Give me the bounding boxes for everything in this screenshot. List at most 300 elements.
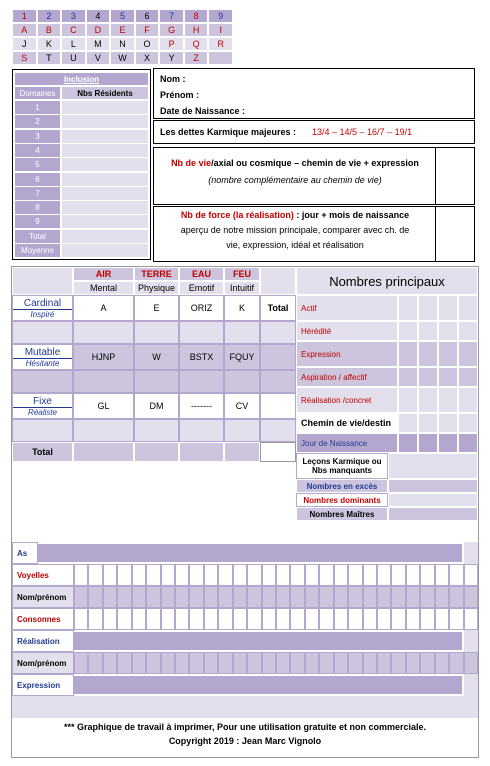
elements-spacer xyxy=(73,370,134,393)
principal-label: Aspiration / affectif xyxy=(296,367,398,387)
elements-table xyxy=(12,267,296,462)
grid-cell xyxy=(334,564,348,586)
alphabet-letter: K xyxy=(37,37,62,51)
grid-cell xyxy=(262,608,276,630)
grid-cell xyxy=(189,608,203,630)
grid-cell xyxy=(319,652,333,674)
grid-cell xyxy=(290,652,304,674)
grid-cell xyxy=(406,564,420,586)
element-value: ORIZ xyxy=(179,295,224,321)
grid-cell xyxy=(464,564,478,586)
mode-name: Cardinal xyxy=(13,298,72,310)
elements-spacer xyxy=(73,321,134,344)
grid-cell xyxy=(247,564,261,586)
grid-cell xyxy=(276,564,290,586)
grid-cell xyxy=(348,608,362,630)
alphabet-number: 3 xyxy=(61,9,86,23)
grid-cell xyxy=(449,608,463,630)
grid-cell xyxy=(391,586,405,608)
alphabet-number: 2 xyxy=(37,9,62,23)
grid-cell xyxy=(146,586,160,608)
grid-cell xyxy=(117,608,131,630)
grid-cell xyxy=(449,652,463,674)
mode-name: Fixe xyxy=(13,396,72,408)
grid-cell xyxy=(74,608,88,630)
element-value: A xyxy=(73,295,134,321)
elements-total-cell xyxy=(134,442,179,462)
grid-cell xyxy=(319,608,333,630)
grid-label: Voyelles xyxy=(12,564,74,586)
grid-cell xyxy=(189,652,203,674)
inclusion-value-cell xyxy=(62,201,148,214)
grid-cell xyxy=(406,586,420,608)
grid-cell xyxy=(175,652,189,674)
footer xyxy=(12,719,478,757)
alphabet-number: 8 xyxy=(184,9,209,23)
alphabet-letter: P xyxy=(159,37,184,51)
grid-cell xyxy=(363,586,377,608)
principaux-table xyxy=(296,267,478,542)
grid-cell xyxy=(319,564,333,586)
element-value: K xyxy=(224,295,260,321)
element-header: TERRE xyxy=(134,267,179,281)
maitres-value xyxy=(388,507,478,521)
grid-cell xyxy=(305,586,319,608)
alphabet-number: 1 xyxy=(12,9,37,23)
grid-cell xyxy=(305,608,319,630)
grid-cell xyxy=(146,564,160,586)
grid-cell xyxy=(117,586,131,608)
inclusion-domain: 2 xyxy=(15,115,60,128)
elements-spacer xyxy=(73,419,134,442)
inclusion-value-cell xyxy=(62,115,148,128)
inclusion-value-cell xyxy=(62,101,148,114)
grid-cell xyxy=(161,564,175,586)
alphabet-letter: I xyxy=(208,23,233,37)
element-value: GL xyxy=(73,393,134,419)
inclusion-value-cell xyxy=(62,215,148,228)
grid-cell xyxy=(247,608,261,630)
inclusion-value-cell xyxy=(62,144,148,157)
alphabet-letter: U xyxy=(61,51,86,65)
grid-cell xyxy=(204,564,218,586)
grid-cell xyxy=(435,608,449,630)
principal-cell xyxy=(438,413,458,433)
grid-cell xyxy=(290,608,304,630)
grid-cell xyxy=(233,652,247,674)
alphabet-letter: V xyxy=(86,51,111,65)
elements-corner xyxy=(12,267,73,295)
grid-cell xyxy=(161,652,175,674)
grid-cell xyxy=(305,564,319,586)
elements-grand-total xyxy=(260,442,296,462)
nb-vie-rest: /axial ou cosmique – chemin de vie + expression xyxy=(211,158,419,168)
principal-cell xyxy=(458,387,478,413)
alphabet-letter: Z xyxy=(184,51,209,65)
dominants-label: Nombres dominants xyxy=(296,493,388,507)
grid-end xyxy=(464,674,478,696)
grid-cell xyxy=(117,564,131,586)
principal-cell xyxy=(418,295,438,321)
principal-cell xyxy=(438,387,458,413)
inclusion-title: Inclusion xyxy=(15,73,148,85)
elements-total-col: Total xyxy=(260,295,296,321)
mode-label xyxy=(12,295,73,321)
grid-cell xyxy=(363,608,377,630)
grid-cell xyxy=(146,652,160,674)
alphabet-letter: S xyxy=(12,51,37,65)
alphabet-letter: T xyxy=(37,51,62,65)
element-subheader: Emotif xyxy=(179,281,224,295)
grid-cell xyxy=(420,586,434,608)
grid-cell xyxy=(363,564,377,586)
grid-cell xyxy=(348,564,362,586)
alphabet-letter xyxy=(208,51,233,65)
grid-cell xyxy=(262,652,276,674)
alphabet-letter: A xyxy=(12,23,37,37)
grid-end xyxy=(464,630,478,652)
grid-cell xyxy=(117,652,131,674)
grid-cell xyxy=(88,652,102,674)
nb-vie-value-box xyxy=(435,147,475,205)
elements-total-cell xyxy=(73,442,134,462)
grid-cell xyxy=(103,586,117,608)
nb-vie-box xyxy=(153,147,475,205)
grid-label: Nom/prénom xyxy=(12,586,74,608)
grid-cell xyxy=(175,564,189,586)
dettes-box xyxy=(153,120,475,144)
elements-spacer xyxy=(179,370,224,393)
principal-label: Expression xyxy=(296,341,398,367)
inclusion-value-cell xyxy=(62,158,148,171)
nb-force-line3: vie, expression, idéal et réalisation xyxy=(226,240,364,250)
grid-cell xyxy=(449,586,463,608)
nb-force-box xyxy=(153,206,475,262)
inclusion-domain: 7 xyxy=(15,187,60,200)
inclusion-domain: 9 xyxy=(15,215,60,228)
grid-cell xyxy=(204,652,218,674)
grid-cell xyxy=(74,652,88,674)
element-value: ------- xyxy=(179,393,224,419)
principal-cell xyxy=(398,367,418,387)
grid-cell xyxy=(189,564,203,586)
principal-cell xyxy=(398,295,418,321)
lecons-label: Leçons Karmique ou Nbs manquants xyxy=(296,453,388,479)
grid-cell xyxy=(406,608,420,630)
principal-cell xyxy=(458,367,478,387)
inclusion-value-cell xyxy=(62,244,148,257)
nb-vie-red: Nb de vie xyxy=(171,158,212,168)
alphabet-letter: B xyxy=(37,23,62,37)
elements-spacer xyxy=(134,419,179,442)
grid-cell xyxy=(391,608,405,630)
inclusion-domain: 3 xyxy=(15,130,60,143)
element-subheader: Physique xyxy=(134,281,179,295)
grid-cell xyxy=(204,586,218,608)
alphabet-letter: N xyxy=(110,37,135,51)
principal-cell xyxy=(398,387,418,413)
grid-cell xyxy=(319,586,333,608)
grid-cell xyxy=(88,608,102,630)
element-value: W xyxy=(134,344,179,370)
grid-cell xyxy=(233,564,247,586)
alphabet-letter: Y xyxy=(159,51,184,65)
principal-cell xyxy=(398,413,418,433)
lecons-value xyxy=(388,453,478,479)
element-value: CV xyxy=(224,393,260,419)
grid-cell xyxy=(103,652,117,674)
footer-line2: Copyright 2019 : Jean Marc Vignolo xyxy=(168,736,322,746)
inclusion-col-nbs: Nbs Résidents xyxy=(62,87,148,99)
principal-cell xyxy=(398,321,418,341)
lower-grids xyxy=(12,542,478,718)
alphabet-letter: C xyxy=(61,23,86,37)
grid-cell xyxy=(276,608,290,630)
grid-cell xyxy=(391,564,405,586)
alphabet-letter: H xyxy=(184,23,209,37)
grid-cell xyxy=(218,652,232,674)
principal-label: Jour de Naissance xyxy=(296,433,398,453)
elements-spacer xyxy=(224,370,260,393)
grid-cell xyxy=(334,608,348,630)
alphabet-letter: Q xyxy=(184,37,209,51)
grid-cell xyxy=(420,608,434,630)
element-subheader: Mental xyxy=(73,281,134,295)
grid-cell xyxy=(334,586,348,608)
principal-cell xyxy=(398,433,418,453)
grid-bar xyxy=(38,544,462,562)
element-header: AIR xyxy=(73,267,134,281)
alphabet-letter: O xyxy=(135,37,160,51)
grid-cell xyxy=(218,586,232,608)
grid-cell xyxy=(377,652,391,674)
inclusion-value-cell xyxy=(62,130,148,143)
elements-spacer xyxy=(260,370,296,393)
grid-cell xyxy=(132,608,146,630)
grid-cell xyxy=(420,564,434,586)
inclusion-domain: 6 xyxy=(15,173,60,186)
alphabet-letter: R xyxy=(208,37,233,51)
grid-cell xyxy=(218,564,232,586)
prenom-label: Prénom : xyxy=(160,90,200,100)
principal-cell xyxy=(438,367,458,387)
grid-cell xyxy=(247,586,261,608)
exces-value xyxy=(388,479,478,493)
grid-cell xyxy=(449,564,463,586)
inclusion-domain: 8 xyxy=(15,201,60,214)
identity-box xyxy=(153,68,475,119)
grid-cell xyxy=(334,652,348,674)
grid-cell xyxy=(276,652,290,674)
alphabet-number: 9 xyxy=(208,9,233,23)
alphabet-letter: E xyxy=(110,23,135,37)
grid-cell xyxy=(74,564,88,586)
grid-label: As xyxy=(12,542,38,564)
alphabet-letter: W xyxy=(110,51,135,65)
alphabet-table xyxy=(12,9,233,65)
mode-label xyxy=(12,344,73,370)
nom-label: Nom : xyxy=(160,74,186,84)
principal-cell xyxy=(418,367,438,387)
elements-total-cell xyxy=(260,393,296,419)
inclusion-value-cell xyxy=(62,230,148,243)
nb-vie-title xyxy=(156,158,434,168)
principal-label: Hérédité xyxy=(296,321,398,341)
inclusion-col-domaines: Domaines xyxy=(15,87,60,99)
elements-spacer xyxy=(179,321,224,344)
elements-spacer xyxy=(12,321,73,344)
elements-spacer xyxy=(260,419,296,442)
grid-cell xyxy=(132,652,146,674)
nb-force-rest: : jour + mois de naissance xyxy=(293,210,410,220)
element-header: FEU xyxy=(224,267,260,281)
inclusion-domain: Total xyxy=(15,230,60,243)
grid-cell xyxy=(406,652,420,674)
grid-cell xyxy=(464,586,478,608)
grid-cell xyxy=(161,586,175,608)
grid-cell xyxy=(103,564,117,586)
alphabet-letter: D xyxy=(86,23,111,37)
elements-spacer xyxy=(224,321,260,344)
grid-label: Réalisation xyxy=(12,630,74,652)
nb-force-value-box xyxy=(435,206,475,262)
exces-label: Nombres en excès xyxy=(296,479,388,493)
principaux-title: Nombres principaux xyxy=(296,267,478,295)
grid-end xyxy=(464,542,478,564)
grid-cell xyxy=(146,608,160,630)
elements-spacer xyxy=(260,321,296,344)
principal-cell xyxy=(438,295,458,321)
elements-spacer xyxy=(134,321,179,344)
grid-cell xyxy=(218,608,232,630)
mode-label xyxy=(12,393,73,419)
grid-cell xyxy=(74,586,88,608)
grid-bar xyxy=(74,676,462,694)
grid-cell xyxy=(189,586,203,608)
maitres-label: Nombres Maîtres xyxy=(296,507,388,521)
inclusion-domain: Moyenne xyxy=(15,244,60,257)
grid-cell xyxy=(233,608,247,630)
grid-label: Consonnes xyxy=(12,608,74,630)
grid-cell xyxy=(204,608,218,630)
grid-cell xyxy=(391,652,405,674)
dettes-label: Les dettes Karmique majeures : xyxy=(160,127,297,137)
alphabet-letter: F xyxy=(135,23,160,37)
element-value: HJNP xyxy=(73,344,134,370)
alphabet-letter: M xyxy=(86,37,111,51)
elements-spacer xyxy=(179,419,224,442)
grid-cell xyxy=(132,586,146,608)
grid-cell xyxy=(233,586,247,608)
inclusion-domain: 4 xyxy=(15,144,60,157)
elements-spacer xyxy=(224,419,260,442)
alphabet-number: 5 xyxy=(110,9,135,23)
alphabet-letter: L xyxy=(61,37,86,51)
grid-label: Expression xyxy=(12,674,74,696)
grid-cell xyxy=(262,564,276,586)
alphabet-number: 7 xyxy=(159,9,184,23)
date-label: Date de Naissance : xyxy=(160,106,246,116)
principal-cell xyxy=(458,295,478,321)
grid-cell xyxy=(464,608,478,630)
grid-cell xyxy=(435,652,449,674)
alphabet-number: 4 xyxy=(86,9,111,23)
grid-cell xyxy=(363,652,377,674)
grid-cell xyxy=(435,564,449,586)
grid-cell xyxy=(175,586,189,608)
elements-total-label: Total xyxy=(12,442,73,462)
elements-spacer xyxy=(134,370,179,393)
mode-sub: Inspiré xyxy=(30,309,55,319)
elements-total-cell xyxy=(260,344,296,370)
elements-spacer xyxy=(12,419,73,442)
principal-cell xyxy=(458,413,478,433)
inclusion-domain: 5 xyxy=(15,158,60,171)
principal-label: Chemin de vie/destin xyxy=(296,413,398,433)
element-value: E xyxy=(134,295,179,321)
principal-cell xyxy=(438,433,458,453)
grid-cell xyxy=(88,586,102,608)
inclusion-value-cell xyxy=(62,187,148,200)
grid-cell xyxy=(262,586,276,608)
footer-line1: *** Graphique de travail à imprimer, Pour une utilisation gratuite et non commerciale. xyxy=(63,722,427,732)
element-value: FQUY xyxy=(224,344,260,370)
alphabet-letter: J xyxy=(12,37,37,51)
nb-force-red: Nb de force (la réalisation) xyxy=(180,210,294,220)
elements-total-head xyxy=(260,267,296,295)
grid-cell xyxy=(88,564,102,586)
grid-cell xyxy=(305,652,319,674)
alphabet-number: 6 xyxy=(135,9,160,23)
grid-cell xyxy=(348,586,362,608)
principal-cell xyxy=(418,341,438,367)
element-header: EAU xyxy=(179,267,224,281)
principal-cell xyxy=(458,341,478,367)
grid-label: Nom/prénom xyxy=(12,652,74,674)
principal-cell xyxy=(418,433,438,453)
grid-cell xyxy=(377,608,391,630)
principal-cell xyxy=(418,387,438,413)
alphabet-letter: X xyxy=(135,51,160,65)
grid-cell xyxy=(175,608,189,630)
grid-bar xyxy=(74,632,462,650)
grid-cell xyxy=(290,586,304,608)
grid-cell xyxy=(247,652,261,674)
grid-cell xyxy=(420,652,434,674)
principal-cell xyxy=(438,341,458,367)
mode-name: Mutable xyxy=(13,347,72,359)
elements-total-cell xyxy=(224,442,260,462)
principal-cell xyxy=(418,413,438,433)
dominants-value xyxy=(388,493,478,507)
inclusion-domain: 1 xyxy=(15,101,60,114)
elements-spacer xyxy=(12,370,73,393)
inclusion-table xyxy=(12,69,151,260)
principal-cell xyxy=(398,341,418,367)
elements-total-cell xyxy=(179,442,224,462)
grid-cell xyxy=(161,608,175,630)
principal-cell xyxy=(418,321,438,341)
grid-bottom-band xyxy=(12,696,478,718)
dettes-values: 13/4 – 14/5 – 16/7 – 19/1 xyxy=(312,127,413,137)
element-value: BSTX xyxy=(179,344,224,370)
grid-cell xyxy=(377,586,391,608)
principal-cell xyxy=(458,321,478,341)
grid-cell xyxy=(276,586,290,608)
alphabet-letter: G xyxy=(159,23,184,37)
element-value: DM xyxy=(134,393,179,419)
mode-sub: Réaliste xyxy=(28,407,57,417)
